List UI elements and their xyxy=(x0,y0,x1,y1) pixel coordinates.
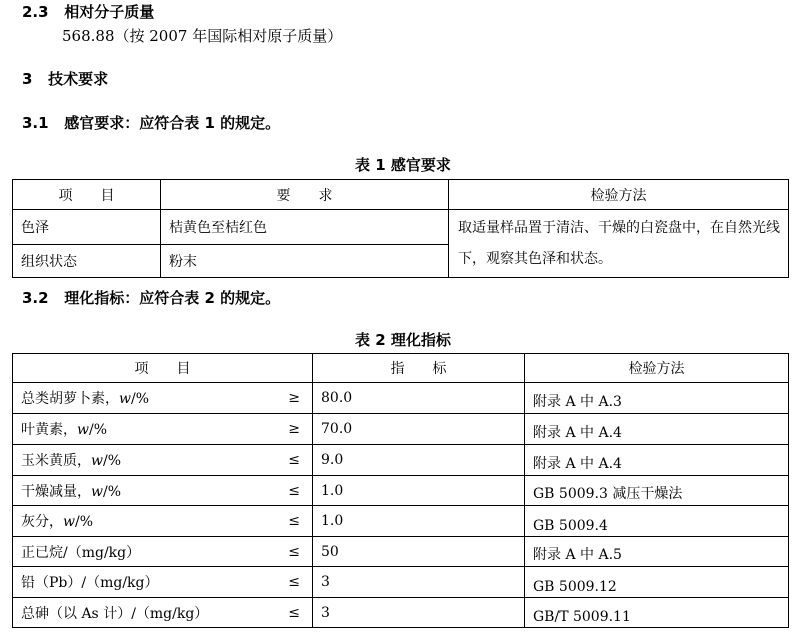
mass-fraction-symbol: w xyxy=(119,391,131,407)
value-cell: 80.0 xyxy=(313,383,525,414)
item-cell: 叶黄素，w/% xyxy=(13,414,273,445)
mass-fraction-symbol: w xyxy=(91,483,103,500)
method-cell: 取适量样品置于清洁、干燥的白瓷盘中，在自然光线下，观察其色泽和状态。 xyxy=(449,210,789,278)
value-cell: 9.0 xyxy=(313,445,525,476)
table-row xyxy=(13,598,789,628)
value-cell: 3 xyxy=(313,567,525,598)
mass-fraction-symbol: w xyxy=(91,453,103,469)
section-title: 理化指标：应符合表 2 的规定。 xyxy=(64,289,281,307)
table-row xyxy=(13,537,789,567)
item-cell: 干燥减量，w/% xyxy=(13,476,273,506)
table-1-caption: 表 1 感官要求 xyxy=(355,156,451,174)
method-cell: 附录 A 中 A.5 xyxy=(525,537,789,567)
item-cell: 组织状态 xyxy=(13,245,161,278)
table-row xyxy=(13,567,789,598)
section-2-3-heading xyxy=(22,2,154,22)
table-row xyxy=(13,210,789,245)
table-header-row xyxy=(13,180,789,210)
section-number: 3.1 xyxy=(22,114,49,132)
operator-cell: ≤ xyxy=(273,567,313,598)
header-indicator: 指 标 xyxy=(313,354,525,383)
header-requirement: 要 求 xyxy=(161,180,449,210)
table-row xyxy=(13,506,789,537)
value-cell: 1.0 xyxy=(313,506,525,537)
method-cell: GB 5009.12 xyxy=(525,567,789,598)
physicochemical-indicators-table xyxy=(12,353,789,628)
section-title: 技术要求 xyxy=(48,70,109,88)
method-cell: GB/T 5009.11 xyxy=(525,598,789,628)
item-cell: 灰分，w/% xyxy=(13,506,273,537)
operator-cell: ≤ xyxy=(273,537,313,567)
section-3-heading xyxy=(22,69,108,89)
table-header-row xyxy=(13,354,789,383)
operator-cell: ≤ xyxy=(273,506,313,537)
header-method: 检验方法 xyxy=(525,354,789,383)
operator-cell: ≤ xyxy=(273,598,313,628)
method-cell: 附录 A 中 A.4 xyxy=(525,414,789,445)
value-cell: 50 xyxy=(313,537,525,567)
item-cell: 总砷（以 As 计）/（mg/kg） xyxy=(13,598,273,628)
table-row xyxy=(13,476,789,506)
value-cell: 70.0 xyxy=(313,414,525,445)
item-cell: 色泽 xyxy=(13,210,161,245)
method-cell: 附录 A 中 A.4 xyxy=(525,445,789,476)
table-row xyxy=(13,445,789,476)
table-2-caption: 表 2 理化指标 xyxy=(355,331,451,349)
header-item: 项 目 xyxy=(13,354,313,383)
mass-fraction-symbol: w xyxy=(77,422,89,438)
section-3-1-heading xyxy=(22,113,280,133)
mass-fraction-symbol: w xyxy=(63,514,75,530)
method-cell: GB 5009.3 减压干燥法 xyxy=(525,476,789,506)
header-method: 检验方法 xyxy=(449,180,789,210)
section-number: 3.2 xyxy=(22,289,49,307)
item-cell: 铅（Pb）/（mg/kg） xyxy=(13,567,273,598)
requirement-cell: 桔黄色至桔红色 xyxy=(161,210,449,245)
section-number: 2.3 xyxy=(22,3,49,21)
value-cell: 3 xyxy=(313,598,525,628)
operator-cell: ≥ xyxy=(273,414,313,445)
item-cell: 正已烷/（mg/kg） xyxy=(13,537,273,567)
molecular-weight-text: 568.88（按 2007 年国际相对原子质量） xyxy=(62,27,343,45)
operator-cell: ≥ xyxy=(273,383,313,414)
item-cell: 玉米黄质，w/% xyxy=(13,445,273,476)
section-title: 感官要求：应符合表 1 的规定。 xyxy=(64,114,281,132)
operator-cell: ≤ xyxy=(273,476,313,506)
table-row xyxy=(13,383,789,414)
table-row xyxy=(13,414,789,445)
header-item: 项 目 xyxy=(13,180,161,210)
operator-cell: ≤ xyxy=(273,445,313,476)
sensory-requirements-table xyxy=(12,179,789,278)
section-title: 相对分子质量 xyxy=(64,3,155,21)
value-cell: 1.0 xyxy=(313,476,525,506)
method-cell: GB 5009.4 xyxy=(525,506,789,537)
section-3-2-heading xyxy=(22,288,280,308)
item-cell: 总类胡萝卜素，w/% xyxy=(13,383,273,414)
section-number: 3 xyxy=(22,70,33,88)
method-cell: 附录 A 中 A.3 xyxy=(525,383,789,414)
requirement-cell: 粉末 xyxy=(161,245,449,278)
